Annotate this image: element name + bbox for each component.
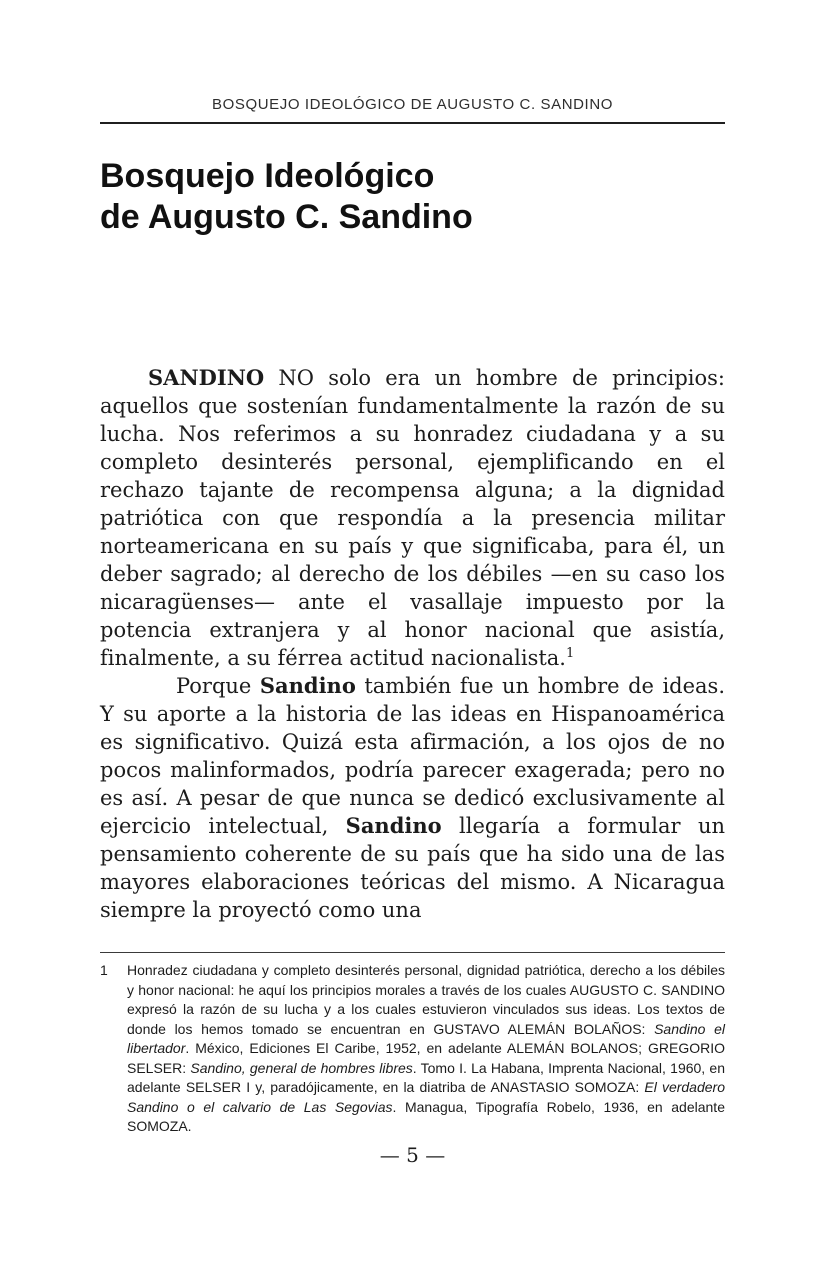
text-segment: NO solo era un hombre de principios: aquellos que sostenían fundamentalmente la razón de su lucha. Nos referimos a su honradez ciudadana y a su completo desinterés personal, ejemplificando en el rechazo tajante de recompensa alguna; a la dignidad patriótica con que respondía a la presencia militar norteamericana en su país y que significaba, para él, un deber sagrado; al derecho de los débiles —en su caso los nicaragüenses— ante el vasallaje impuesto por la potencia extranjera y al honor nacional que asistía, finalmente, a su férrea actitud nacionalista. [100,366,725,670]
page-title [100,156,725,238]
text-segment: Honradez ciudadana y completo desinterés personal, dignidad patriótica, derecho a los débiles y honor nacional: he aquí los principios morales a través de los cuales AUGUSTO C. SANDINO expresó la razón de su lucha y a los cuales estuvieron vinculados sus ideas. Los textos de donde los hemos tomado se encuentran en GUSTAVO ALEMÁN BOLAÑOS: [127,962,725,1037]
text-segment: . Managua, Tipografía Robelo, 1936, en adelante SOMOZA. [127,1098,725,1134]
body-paragraph-2 [100,672,725,924]
body-text [100,364,725,924]
text-segment: llegaría a formular un pensamiento coherente de su país que ha sido una de las mayores elaboraciones teóricas del mismo. A Nicaragua siempre la proyectó como una [100,814,725,922]
text-segment-bold: SANDINO [148,365,265,390]
text-segment-sup: 1 [565,646,575,661]
footnote [100,961,725,1137]
page-number: — 5 — [379,1143,446,1167]
text-segment-italic: Sandino el libertador [127,1020,726,1056]
footnote-block [100,952,725,1137]
text-segment: también fue un hombre de ideas. Y su aporte a la historia de las ideas en Hispanoamérica es significativo. Quizá esta afirmación, a los ojos de no pocos malinformados, podría parecer exagerada; pero no es así. A pesar de que nunca se dedicó exclusivamente al ejercicio intelectual, [100,674,726,838]
footnote-number: 1 [100,962,108,978]
text-segment: . Tomo I. La Habana, Imprenta Nacional, 1960, en adelante SELSER I y, paradójicamente, en la diatriba de ANASTASIO SOMOZA: [127,1059,726,1095]
text-segment-italic: El verdadero Sandino o el calvario de Las Segovias [127,1079,725,1115]
footnote-text [127,961,725,1137]
running-header: BOSQUEJO IDEOLÓGICO DE AUGUSTO C. SANDINO [100,96,725,124]
text-segment: Porque [176,674,260,698]
text-segment: . México, Ediciones El Caribe, 1952, en adelante ALEMÁN BOLANOS; GREGORIO SELSER: [127,1040,725,1076]
text-segment-italic: Sandino, general de hombres libres [190,1059,413,1076]
page-title-line1: Bosquejo Ideológico [100,157,435,195]
text-segment-bold: Sandino [345,813,442,838]
text-segment-bold: Sandino [259,673,356,698]
body-paragraph-1 [100,364,725,672]
page-title-line2: de Augusto C. Sandino [100,198,473,236]
